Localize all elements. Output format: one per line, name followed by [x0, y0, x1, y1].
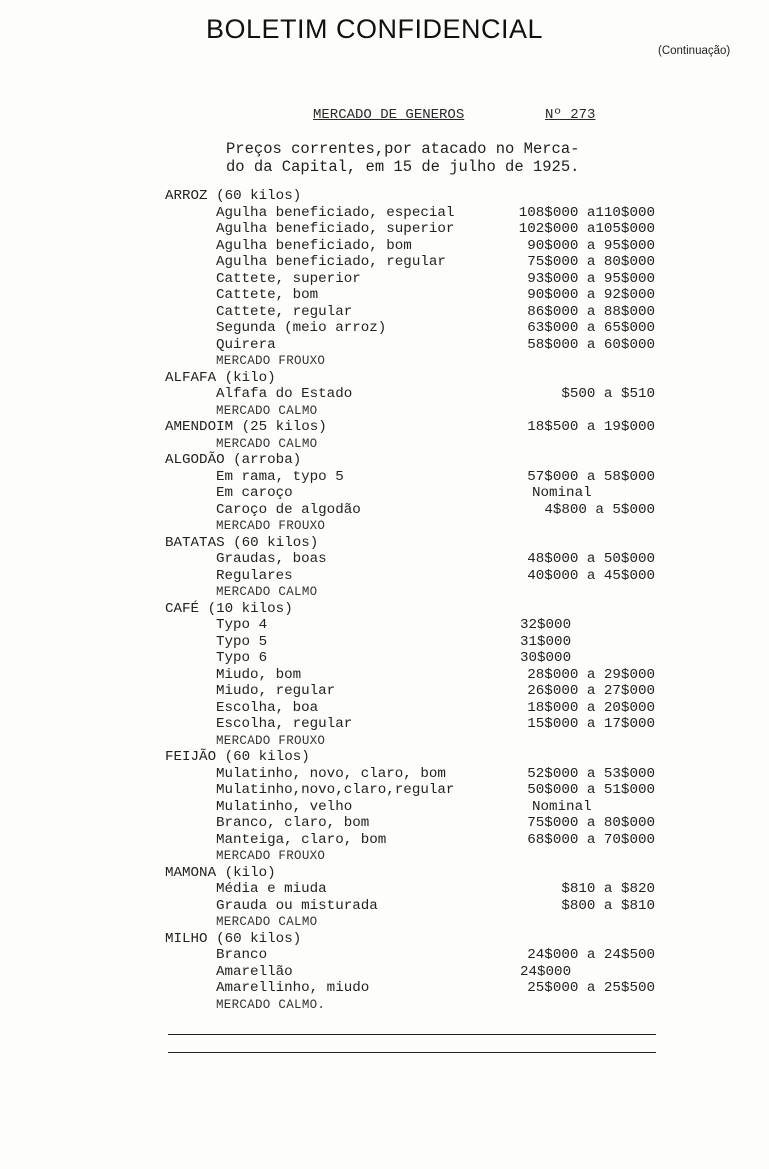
market-status: MERCADO CALMO — [216, 585, 318, 599]
product-label: Typo 5 — [216, 633, 268, 650]
price-value: 102$000 a105$000 — [518, 221, 655, 237]
intro-text — [226, 140, 579, 176]
intro-line-2: do da Capital, em 15 de julho de 1925. — [226, 158, 580, 176]
category-label: AMENDOIM (25 kilos) — [165, 419, 327, 435]
price-value: 90$000 a 92$000 — [527, 287, 655, 303]
price-value: 52$000 a 53$000 — [527, 765, 655, 782]
product-label: Branco — [216, 947, 268, 963]
price-value: 108$000 a110$000 — [518, 204, 655, 221]
price-value: 75$000 a 80$000 — [527, 254, 655, 270]
price-value: 24$000 a 24$500 — [527, 947, 655, 963]
product-row — [0, 551, 769, 568]
product-label: Cattete, bom — [216, 287, 319, 303]
price-value: 48$000 a 50$000 — [527, 551, 655, 567]
market-status: MERCADO CALMO — [216, 403, 318, 418]
product-row — [0, 304, 769, 321]
price-value: 18$000 a 20$000 — [527, 699, 655, 716]
product-label: Segunda (meio arroz) — [216, 320, 387, 336]
bulletin-title: BOLETIM CONFIDENCIAL — [206, 14, 544, 44]
price-value: 28$000 a 29$000 — [527, 666, 655, 683]
price-value: 26$000 a 27$000 — [527, 683, 655, 699]
product-label: Alfafa do Estado — [216, 386, 353, 402]
category-row — [0, 749, 769, 766]
product-label: Graudas, boas — [216, 551, 327, 567]
price-listing — [0, 188, 769, 1013]
product-row — [0, 980, 769, 997]
product-label: Escolha, boa — [216, 699, 319, 716]
product-row — [0, 320, 769, 337]
product-row — [0, 254, 769, 271]
category-row — [0, 601, 769, 618]
product-label: Branco, claro, bom — [216, 815, 370, 831]
product-row — [0, 947, 769, 964]
product-label: Cattete, superior — [216, 270, 361, 287]
market-status-row — [0, 584, 769, 601]
price-value: $810 a $820 — [561, 881, 655, 897]
product-row — [0, 287, 769, 304]
product-label: Em caroço — [216, 485, 293, 501]
section-title: MERCADO DE GENEROS — [313, 107, 465, 123]
product-row — [0, 683, 769, 700]
market-status: MERCADO FROUXO — [216, 519, 326, 533]
price-value: 75$000 a 80$000 — [527, 815, 655, 831]
price-value: Nominal — [532, 485, 592, 501]
product-row — [0, 815, 769, 832]
price-value: 57$000 a 58$000 — [527, 468, 655, 485]
product-row — [0, 485, 769, 502]
market-status: MERCADO CALMO — [216, 915, 318, 929]
price-value: 93$000 a 95$000 — [527, 270, 655, 287]
category-row — [0, 188, 769, 205]
price-value: 63$000 a 65$000 — [527, 320, 655, 336]
divider-line — [168, 1052, 656, 1053]
market-status-row — [0, 848, 769, 865]
product-label: Agulha beneficiado, bom — [216, 237, 412, 254]
market-status: MERCADO FROUXO — [216, 354, 326, 368]
product-label: Mulatinho, novo, claro, bom — [216, 765, 446, 782]
product-label: Miudo, regular — [216, 683, 336, 699]
product-row — [0, 766, 769, 783]
product-row — [0, 271, 769, 288]
market-status-row — [0, 997, 769, 1014]
market-status: MERCADO FROUXO — [216, 733, 326, 748]
market-status: MERCADO CALMO. — [216, 997, 326, 1012]
product-label: Agulha beneficiado, regular — [216, 254, 446, 270]
price-value: 4$800 a 5$000 — [544, 501, 655, 518]
category-label: CAFÉ (10 kilos) — [165, 600, 293, 617]
product-label: Quirera — [216, 336, 276, 353]
category-label: ALGODÃO (arroba) — [165, 452, 302, 468]
product-label: Cattete, regular — [216, 303, 353, 320]
price-value: 68$000 a 70$000 — [527, 831, 655, 848]
price-value: 90$000 a 95$000 — [527, 237, 655, 254]
product-label: Regulares — [216, 567, 293, 584]
price-value: 24$000 — [520, 963, 572, 980]
category-row — [0, 370, 769, 387]
product-row — [0, 469, 769, 486]
product-label: Mulatinho,novo,claro,regular — [216, 782, 455, 798]
price-value: Nominal — [532, 798, 592, 815]
divider-line — [168, 1034, 656, 1035]
product-row — [0, 782, 769, 799]
product-row — [0, 881, 769, 898]
category-label: BATATAS (60 kilos) — [165, 534, 319, 551]
product-row — [0, 502, 769, 519]
product-label: Amarellinho, miudo — [216, 980, 370, 996]
market-status-row — [0, 353, 769, 370]
price-value: 15$000 a 17$000 — [527, 716, 655, 732]
product-label: Mulatinho, velho — [216, 798, 353, 815]
product-row — [0, 667, 769, 684]
product-row — [0, 700, 769, 717]
price-value: $500 a $510 — [561, 386, 655, 402]
price-value: 86$000 a 88$000 — [527, 303, 655, 320]
market-status-row — [0, 914, 769, 931]
product-row — [0, 716, 769, 733]
category-label: ALFAFA (kilo) — [165, 369, 276, 386]
product-label: Grauda ou misturada — [216, 897, 378, 914]
market-status-row — [0, 403, 769, 420]
product-label: Média e miuda — [216, 881, 327, 897]
continuation-label: (Continuação) — [658, 45, 731, 57]
price-value: 50$000 a 51$000 — [527, 782, 655, 798]
section-number: Nº 273 — [545, 107, 596, 123]
product-label: Manteiga, claro, bom — [216, 831, 387, 848]
category-row — [0, 535, 769, 552]
price-value: 32$000 — [520, 617, 572, 633]
market-status: MERCADO CALMO — [216, 436, 318, 451]
category-label: FEIJÃO (60 kilos) — [165, 749, 310, 765]
product-row — [0, 799, 769, 816]
product-label: Escolha, regular — [216, 716, 353, 732]
product-row — [0, 238, 769, 255]
product-row — [0, 386, 769, 403]
product-label: Em rama, typo 5 — [216, 468, 344, 485]
product-label: Agulha beneficiado, superior — [216, 221, 455, 237]
product-label: Agulha beneficiado, especial — [216, 204, 455, 221]
product-row — [0, 221, 769, 238]
product-label: Typo 4 — [216, 617, 268, 633]
category-label: MAMONA (kilo) — [165, 864, 276, 881]
product-row — [0, 898, 769, 915]
category-row — [0, 419, 769, 436]
price-value: 31$000 — [520, 633, 572, 650]
market-status-row — [0, 518, 769, 535]
product-label: Miudo, bom — [216, 666, 302, 683]
price-value: $800 a $810 — [561, 897, 655, 914]
product-label: Amarellão — [216, 963, 293, 980]
product-row — [0, 337, 769, 354]
product-row — [0, 650, 769, 667]
product-row — [0, 634, 769, 651]
price-value: 30$000 — [520, 650, 572, 666]
product-label: Caroço de algodão — [216, 501, 361, 518]
category-row — [0, 931, 769, 948]
price-value: 58$000 a 60$000 — [527, 336, 655, 353]
product-row — [0, 832, 769, 849]
category-label: MILHO (60 kilos) — [165, 930, 302, 947]
intro-line-1: Preços correntes,por atacado no Merca- — [226, 140, 580, 158]
price-value: 40$000 a 45$000 — [527, 567, 655, 584]
product-row — [0, 205, 769, 222]
price-value: 25$000 a 25$500 — [527, 980, 655, 996]
product-row — [0, 617, 769, 634]
price-value: 18$500 a 19$000 — [527, 419, 655, 435]
product-row — [0, 568, 769, 585]
product-row — [0, 964, 769, 981]
product-label: Typo 6 — [216, 650, 268, 666]
category-row — [0, 865, 769, 882]
market-status: MERCADO FROUXO — [216, 849, 326, 863]
category-row — [0, 452, 769, 469]
market-status-row — [0, 436, 769, 453]
market-status-row — [0, 733, 769, 750]
category-label: ARROZ (60 kilos) — [165, 188, 302, 204]
